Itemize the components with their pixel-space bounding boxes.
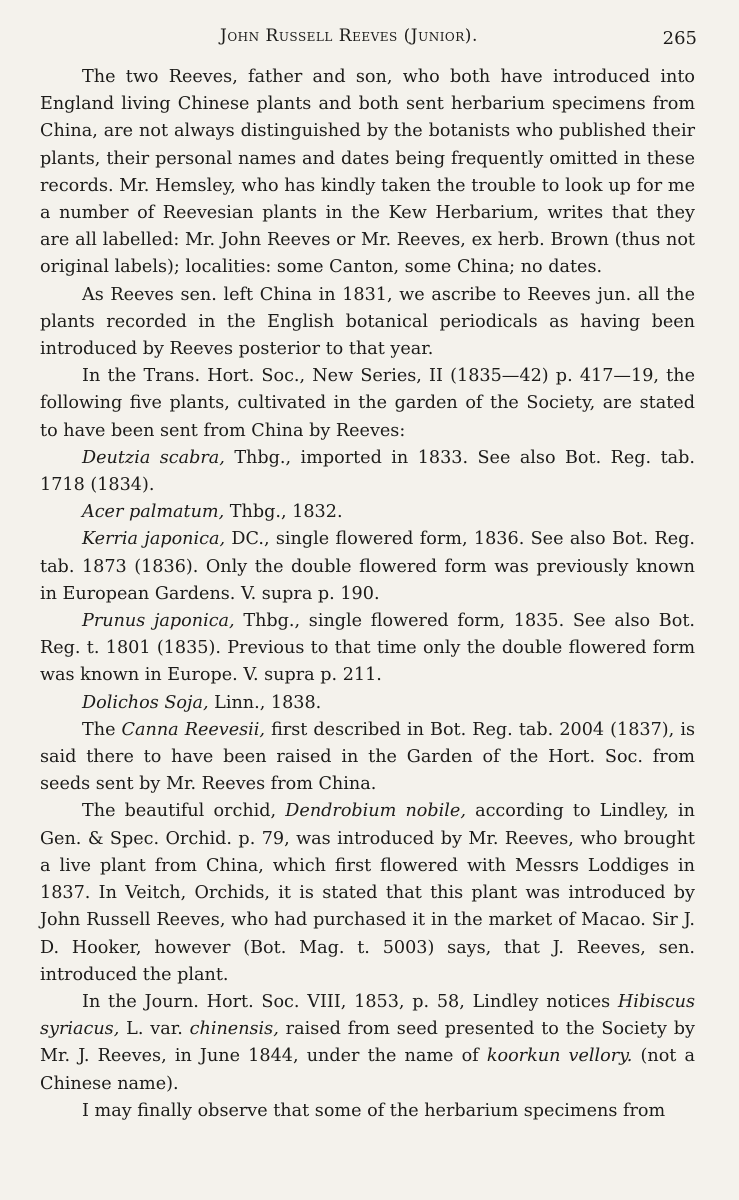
text-run: The <box>82 719 122 740</box>
paragraph-2: As Reeves sen. left China in 1831, we ascribe to Reeves jun. all the plants recorded in the English botanical periodicals as having been introduced by Reeves posterior to that year. <box>40 284 695 360</box>
plant-entry-dolichos <box>40 690 695 717</box>
plant-details: Thbg., imported in 1833. See also Bot. Reg. tab. 1718 (1834). <box>40 447 695 496</box>
plant-name: Canna Reevesii, <box>121 719 266 740</box>
plant-name: Deutzia scabra, <box>82 447 225 468</box>
body-text <box>40 64 695 1125</box>
plant-name: Acer palmatum, <box>82 502 225 523</box>
running-head <box>40 26 695 60</box>
plant-entry-prunus <box>40 608 695 690</box>
plant-name: koorkun vellory. <box>486 1046 633 1067</box>
plant-entry-deutzia <box>40 445 695 499</box>
plant-name: Dendrobium nobile, <box>285 801 466 822</box>
text-run: (not a Chinese name). <box>40 1046 695 1094</box>
plant-name: Kerria japonica, <box>82 529 226 550</box>
text-run: raised from seed presented to the Society by Mr. J. Reeves, in June 1844, under the name of <box>40 1019 695 1067</box>
text-run: In the Journ. Hort. Soc. VIII, 1853, p. 58, Lindley notices <box>82 991 618 1012</box>
plant-details: Thbg., 1832. <box>224 502 343 523</box>
plant-entry-kerria <box>40 526 695 608</box>
plant-name: chinensis, <box>189 1019 279 1040</box>
paragraph-dendrobium <box>40 798 695 988</box>
plant-entry-acer <box>40 499 695 526</box>
paragraph-canna <box>40 717 695 799</box>
text-run: The beautiful orchid, <box>82 801 286 822</box>
paragraph-3: In the Trans. Hort. Soc., New Series, II (1835—42) p. 417—19, the following five plants, cultivated in the garden of the Society, are stated to have been sent from China by Reeves: <box>40 366 695 441</box>
text-run: L. var. <box>119 1019 190 1040</box>
paragraph-hibiscus <box>40 989 695 1098</box>
text-run: according to Lindley, in Gen. & Spec. Orchid. p. 79, was introduced by Mr. Reeves, who brought a live plant from China, which first flowered with Messrs Loddiges in 1837. In Veitch, Orchids, it is stated that this plant was introduced by John Russell Reeves, who had purchased it in the market of Macao. Sir J. D. Hooker, however (Bot. Mag. t. 5003) says, that J. Reeves, sen. introduced the plant. <box>40 801 695 985</box>
plant-name: Hibiscus syriacus, <box>40 991 695 1040</box>
text-run: first described in Bot. Reg. tab. 2004 (1837), is said there to have been raised in the Garden of the Hort. Soc. from seeds sent by Mr. Reeves from China. <box>40 719 695 795</box>
page-number: 265 <box>662 28 697 49</box>
paragraph-1: The two Reeves, father and son, who both have introduced into England living Chinese plants and both sent herbarium specimens from China, are not always distinguished by the botanists who published their plants, their personal names and dates being frequently omitted in these records. Mr. Hemsley, who has kindly taken the trouble to look up for me a number of Reevesian plants in the Kew Herbarium, writes that they are all labelled: Mr. John Reeves or Mr. Reeves, ex herb. Brown (thus not original labels); localities: some Canton, some China; no dates. <box>40 67 695 278</box>
paragraph-final: I may finally observe that some of the herbarium specimens from <box>82 1100 666 1121</box>
plant-name: Dolichos Soja, <box>82 692 209 713</box>
running-title: John Russell Reeves (Junior). <box>220 26 478 46</box>
plant-details: Thbg., single flowered form, 1835. See also Bot. Reg. t. 1801 (1835). Previous to that time only the double flowered form was known in Europe. V. supra p. 211. <box>40 611 695 686</box>
plant-name: Prunus japonica, <box>82 611 235 632</box>
plant-details: Linn., 1838. <box>208 692 322 713</box>
plant-details: DC., single flowered form, 1836. See also Bot. Reg. tab. 1873 (1836). Only the double flowered form was previously known in European Gardens. V. supra p. 190. <box>40 529 695 604</box>
